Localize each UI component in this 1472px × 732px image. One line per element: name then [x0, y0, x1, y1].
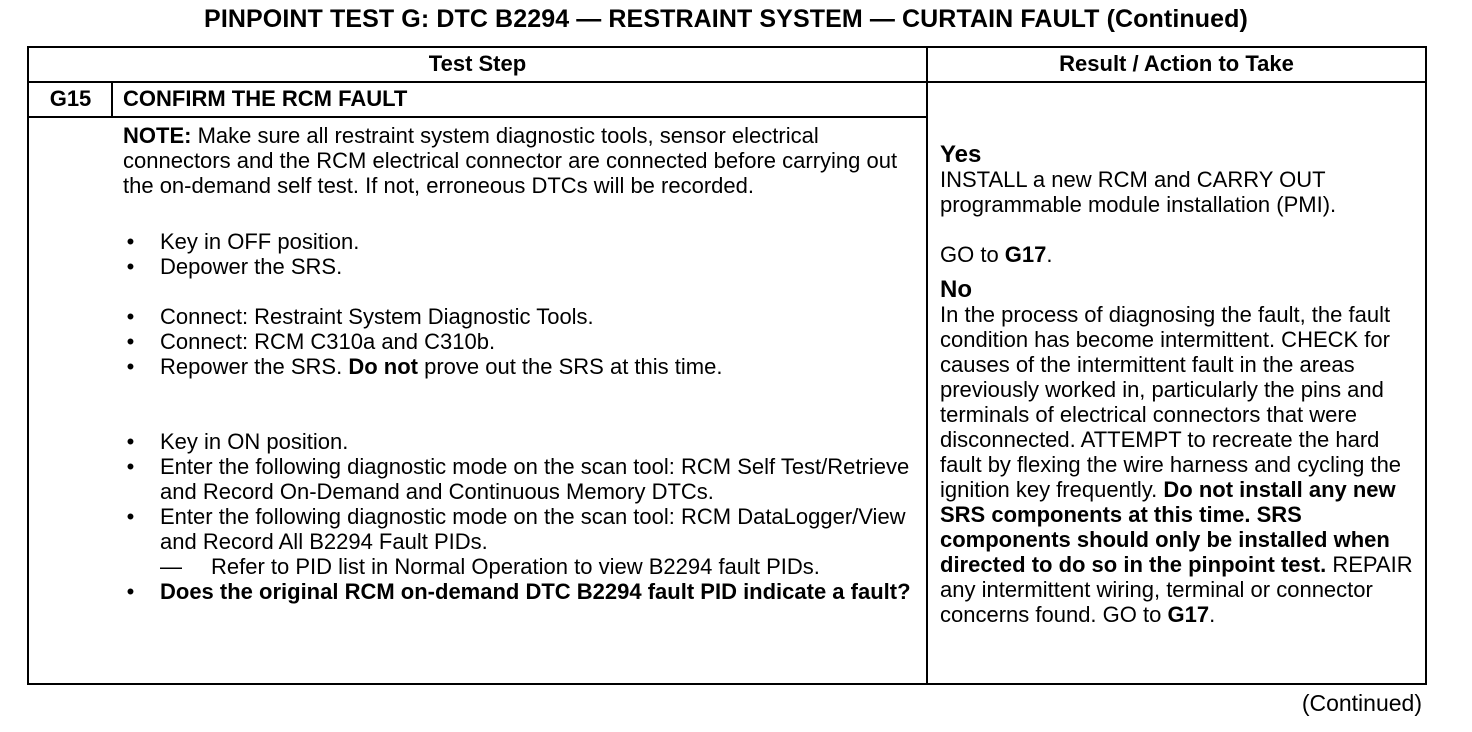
page-title: PINPOINT TEST G: DTC B2294 — RESTRAINT SYSTEM — CURTAIN FAULT (Continued): [204, 5, 1248, 33]
header-divider: [27, 81, 1427, 83]
bullet-icon: •: [126, 229, 135, 254]
list-item: • Key in OFF position.: [123, 229, 913, 254]
list-item: • Enter the following diagnostic mode on the scan tool: RCM Self Test/Retrieve and Record On-Demand and Continuous Memory DTCs.: [123, 454, 913, 504]
no-label: No: [940, 276, 972, 303]
bullet-icon: •: [126, 454, 135, 479]
bullet-icon: •: [126, 354, 135, 379]
list-item: • Enter the following diagnostic mode on the scan tool: RCM DataLogger/View and Record All B2294 Fault PIDs. — Refer to PID list in Normal Operation to view B2294 fault PIDs.: [123, 504, 913, 579]
yes-goto: GO to G17.: [940, 242, 1053, 267]
step-title: CONFIRM THE RCM FAULT: [123, 86, 408, 111]
list-item: • Depower the SRS.: [123, 254, 913, 279]
list-item: • Repower the SRS. Do not prove out the SRS at this time.: [123, 354, 913, 379]
bullet-icon: •: [126, 254, 135, 279]
note-text: [123, 123, 913, 198]
header-test-step: Test Step: [428, 51, 527, 76]
bullet-icon: •: [126, 579, 135, 604]
note-body: Make sure all restraint system diagnostic tools, sensor electrical connectors and the RCM electrical connector are connected before carrying out the on-demand self test. If not, erroneous DTCs will be recorded.: [123, 123, 898, 198]
sub-list-item: — Refer to PID list in Normal Operation to view B2294 fault PIDs.: [160, 554, 820, 579]
step-title-divider: [27, 116, 927, 118]
bullet-group-1: [123, 229, 913, 279]
bullet-icon: •: [126, 304, 135, 329]
list-item: • Key in ON position.: [123, 429, 913, 454]
no-text: In the process of diagnosing the fault, the fault condition has become intermittent. CHECK for causes of the intermittent fault in the areas previously worked in, particularly the pins and terminals of electrical connectors that were disconnected. ATTEMPT to recreate the hard fault by flexing the wire harness and cycling the ignition key frequently. Do not install any new SRS components at this time. SRS components should only be installed when directed to do so in the pinpoint test. REPAIR any intermittent wiring, terminal or connector concerns found. GO to G17.: [940, 302, 1413, 627]
step-id: G15: [49, 86, 92, 111]
header-result: Result / Action to Take: [1059, 51, 1294, 76]
list-item: • Connect: RCM C310a and C310b.: [123, 329, 913, 354]
bullet-group-2: [123, 304, 913, 379]
note-label: NOTE:: [123, 123, 192, 148]
list-item-question: • Does the original RCM on-demand DTC B2294 fault PID indicate a fault?: [123, 579, 913, 604]
yes-label: Yes: [940, 141, 982, 168]
bullet-group-3: [123, 429, 913, 604]
result-yes: [940, 142, 1424, 267]
bullet-icon: •: [126, 429, 135, 454]
yes-text: INSTALL a new RCM and CARRY OUT programmable module installation (PMI).: [940, 167, 1337, 217]
column-divider: [926, 46, 928, 685]
bullet-icon: •: [126, 329, 135, 354]
result-no: [940, 277, 1424, 627]
dash-icon: —: [160, 554, 182, 579]
continued-label: (Continued): [1301, 690, 1422, 716]
list-item: • Connect: Restraint System Diagnostic Tools.: [123, 304, 913, 329]
bullet-icon: •: [126, 504, 135, 529]
